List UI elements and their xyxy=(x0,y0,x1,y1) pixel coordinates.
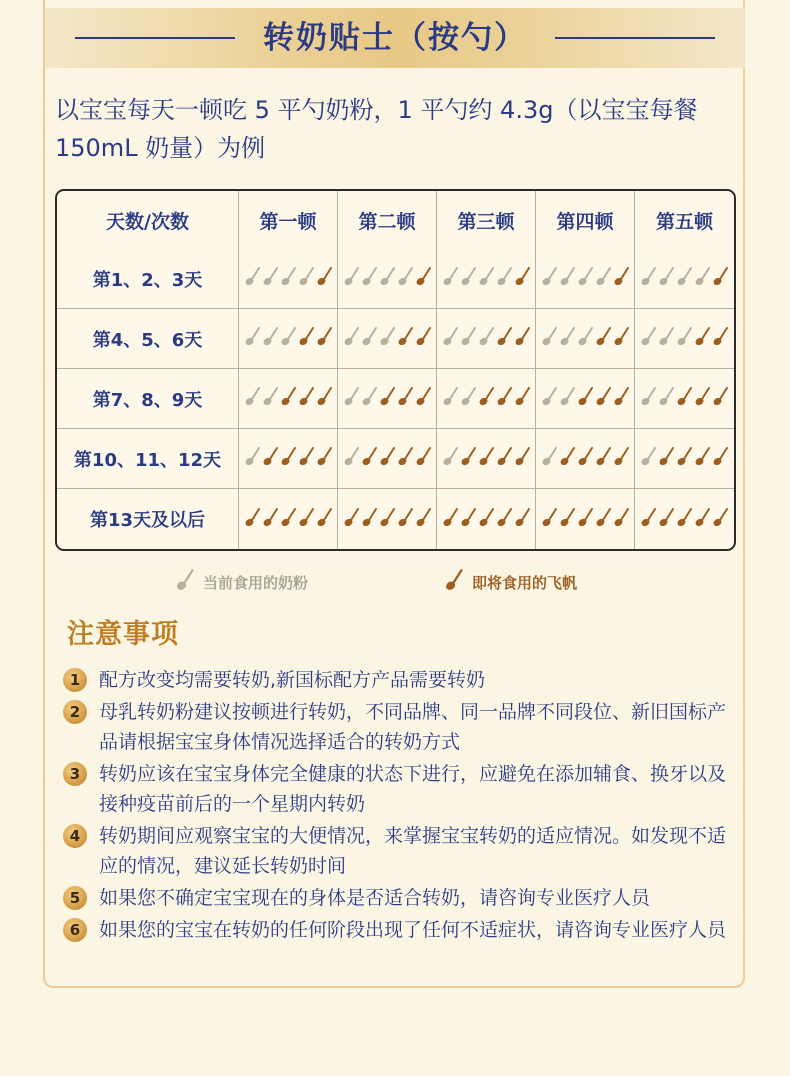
current-milk-spoon-icon xyxy=(397,266,414,287)
row-day-label: 第1、2、3天 xyxy=(57,249,239,309)
new-milk-spoon-icon xyxy=(280,386,297,407)
new-milk-spoon-icon xyxy=(298,326,315,347)
current-milk-spoon-icon xyxy=(442,266,459,287)
meal-cell xyxy=(437,249,536,309)
current-milk-spoon-icon xyxy=(379,266,396,287)
new-milk-spoon-icon xyxy=(397,507,414,528)
new-milk-spoon-icon xyxy=(676,386,693,407)
current-milk-spoon-icon xyxy=(541,386,558,407)
spoon-group xyxy=(244,386,333,407)
spoon-group xyxy=(541,266,630,287)
new-milk-spoon-icon xyxy=(694,386,711,407)
spoon-group xyxy=(244,446,333,467)
new-milk-spoon-icon xyxy=(514,386,531,407)
legend-current xyxy=(175,568,308,596)
note-item xyxy=(63,883,733,913)
current-milk-spoon-icon xyxy=(244,446,261,467)
new-milk-spoon-icon xyxy=(316,266,333,287)
note-item xyxy=(63,915,733,945)
new-milk-spoon-icon xyxy=(613,266,630,287)
new-milk-spoon-icon xyxy=(712,266,729,287)
spoon-group xyxy=(640,507,729,528)
current-milk-spoon-icon xyxy=(262,266,279,287)
transition-table xyxy=(55,189,736,551)
meal-cell xyxy=(338,429,437,489)
current-milk-spoon-icon xyxy=(244,386,261,407)
new-milk-spoon-icon xyxy=(496,386,513,407)
new-milk-spoon-icon xyxy=(514,507,531,528)
new-milk-spoon-icon xyxy=(694,326,711,347)
spoon-group xyxy=(640,386,729,407)
meal-cell xyxy=(536,249,635,309)
spoon-group xyxy=(442,446,531,467)
table-row xyxy=(57,249,734,309)
spoon-group xyxy=(244,326,333,347)
spoon-group xyxy=(442,386,531,407)
meal-cell xyxy=(338,489,437,549)
spoon-group xyxy=(541,386,630,407)
current-milk-spoon-icon xyxy=(262,386,279,407)
current-milk-spoon-icon xyxy=(595,266,612,287)
current-milk-spoon-icon xyxy=(559,266,576,287)
spoon-group xyxy=(244,507,333,528)
spoon-group xyxy=(640,266,729,287)
row-day-label: 第4、5、6天 xyxy=(57,309,239,369)
table-row xyxy=(57,309,734,369)
current-milk-spoon-icon xyxy=(343,266,360,287)
new-milk-spoon-icon xyxy=(496,507,513,528)
header-meal-5: 第五顿 xyxy=(655,210,713,233)
new-milk-spoon-icon xyxy=(514,326,531,347)
note-item xyxy=(63,759,733,819)
spoon-group xyxy=(541,326,630,347)
current-milk-spoon-icon xyxy=(694,266,711,287)
note-number-badge: 6 xyxy=(63,918,87,942)
spoon-group xyxy=(343,266,432,287)
meal-cell xyxy=(239,369,338,429)
header-meal-2: 第二顿 xyxy=(338,191,437,249)
new-milk-spoon-icon xyxy=(478,386,495,407)
current-milk-spoon-icon xyxy=(559,326,576,347)
new-milk-spoon-icon xyxy=(316,507,333,528)
new-milk-spoon-icon xyxy=(478,446,495,467)
current-milk-spoon-icon xyxy=(244,326,261,347)
new-milk-spoon-icon xyxy=(514,446,531,467)
spoon-group xyxy=(541,507,630,528)
note-text: 母乳转奶粉建议按顿进行转奶，不同品牌、同一品牌不同段位、新旧国标产品请根据宝宝身体情况选择适合的转奶方式 xyxy=(99,701,727,753)
new-milk-spoon-icon xyxy=(316,446,333,467)
current-milk-spoon-icon xyxy=(676,266,693,287)
new-milk-spoon-icon xyxy=(460,507,477,528)
note-item xyxy=(63,821,733,881)
notes-title: 注意事项 xyxy=(67,619,179,650)
new-milk-spoon-icon xyxy=(361,507,378,528)
meal-cell xyxy=(536,309,635,369)
meal-cell xyxy=(635,429,734,489)
new-milk-spoon-icon xyxy=(460,446,477,467)
new-milk-spoon-icon xyxy=(397,386,414,407)
new-milk-spoon-icon xyxy=(577,446,594,467)
current-milk-spoon-icon xyxy=(541,446,558,467)
new-milk-spoon-icon xyxy=(712,446,729,467)
current-milk-spoon-icon xyxy=(478,266,495,287)
new-milk-spoon-icon xyxy=(658,446,675,467)
current-milk-spoon-icon xyxy=(559,386,576,407)
current-milk-spoon-icon xyxy=(343,446,360,467)
new-milk-spoon-icon xyxy=(415,386,432,407)
new-milk-spoon-icon xyxy=(361,446,378,467)
meal-cell xyxy=(338,369,437,429)
current-milk-spoon-icon xyxy=(640,386,657,407)
new-milk-spoon-icon xyxy=(712,507,729,528)
note-number-badge: 5 xyxy=(63,886,87,910)
new-milk-spoon-icon xyxy=(298,507,315,528)
meal-cell xyxy=(437,369,536,429)
new-milk-spoon-icon xyxy=(595,326,612,347)
current-milk-spoon-icon xyxy=(442,446,459,467)
new-milk-spoon-icon xyxy=(595,446,612,467)
header-meal-3: 第三顿 xyxy=(437,191,536,249)
new-milk-spoon-icon xyxy=(244,507,261,528)
new-milk-spoon-icon xyxy=(595,386,612,407)
new-milk-spoon-icon xyxy=(613,326,630,347)
meal-cell xyxy=(536,369,635,429)
new-milk-spoon-icon xyxy=(694,507,711,528)
current-milk-spoon-icon xyxy=(496,266,513,287)
note-text: 配方改变均需要转奶,新国标配方产品需要转奶 xyxy=(99,669,486,691)
legend-current-spoon-icon xyxy=(175,568,195,596)
new-milk-spoon-icon xyxy=(415,446,432,467)
new-milk-spoon-icon xyxy=(577,386,594,407)
legend-current-label: 当前食用的奶粉 xyxy=(203,573,309,592)
current-milk-spoon-icon xyxy=(442,386,459,407)
new-milk-spoon-icon xyxy=(379,386,396,407)
current-milk-spoon-icon xyxy=(640,326,657,347)
row-day-label: 第7、8、9天 xyxy=(57,369,239,429)
note-text: 如果您不确定宝宝现在的身体是否适合转奶，请咨询专业医疗人员 xyxy=(99,887,651,909)
current-milk-spoon-icon xyxy=(361,386,378,407)
new-milk-spoon-icon xyxy=(694,446,711,467)
header-days: 天数/次数 xyxy=(57,191,239,249)
new-milk-spoon-icon xyxy=(640,507,657,528)
new-milk-spoon-icon xyxy=(478,507,495,528)
notes-list xyxy=(63,665,733,947)
legend-new xyxy=(444,568,577,596)
current-milk-spoon-icon xyxy=(298,266,315,287)
note-text: 转奶期间应观察宝宝的大便情况，来掌握宝宝转奶的适应情况。如发现不适应的情况，建议延长转奶时间 xyxy=(99,825,727,877)
spoon-group xyxy=(541,446,630,467)
note-item xyxy=(63,697,733,757)
current-milk-spoon-icon xyxy=(478,326,495,347)
new-milk-spoon-icon xyxy=(559,507,576,528)
current-milk-spoon-icon xyxy=(460,386,477,407)
new-milk-spoon-icon xyxy=(712,386,729,407)
meal-cell xyxy=(635,369,734,429)
current-milk-spoon-icon xyxy=(658,266,675,287)
current-milk-spoon-icon xyxy=(361,266,378,287)
new-milk-spoon-icon xyxy=(496,446,513,467)
meal-cell xyxy=(239,309,338,369)
meal-cell xyxy=(338,249,437,309)
current-milk-spoon-icon xyxy=(541,326,558,347)
current-milk-spoon-icon xyxy=(280,326,297,347)
note-number-badge: 4 xyxy=(63,824,87,848)
new-milk-spoon-icon xyxy=(595,507,612,528)
new-milk-spoon-icon xyxy=(262,507,279,528)
meal-cell xyxy=(239,429,338,489)
meal-cell xyxy=(437,309,536,369)
table-row xyxy=(57,489,734,549)
new-milk-spoon-icon xyxy=(397,446,414,467)
current-milk-spoon-icon xyxy=(343,326,360,347)
meal-cell xyxy=(437,489,536,549)
table-row xyxy=(57,429,734,489)
new-milk-spoon-icon xyxy=(316,326,333,347)
new-milk-spoon-icon xyxy=(514,266,531,287)
new-milk-spoon-icon xyxy=(379,446,396,467)
note-item xyxy=(63,665,733,695)
spoon-group xyxy=(442,507,531,528)
current-milk-spoon-icon xyxy=(262,326,279,347)
meal-cell xyxy=(239,489,338,549)
current-milk-spoon-icon xyxy=(640,446,657,467)
note-number-badge: 2 xyxy=(63,700,87,724)
note-text: 转奶应该在宝宝身体完全健康的状态下进行，应避免在添加辅食、换牙以及接种疫苗前后的一个星期内转奶 xyxy=(99,763,727,815)
meal-cell xyxy=(635,249,734,309)
current-milk-spoon-icon xyxy=(244,266,261,287)
note-number-badge: 3 xyxy=(63,762,87,786)
new-milk-spoon-icon xyxy=(298,386,315,407)
new-milk-spoon-icon xyxy=(415,266,432,287)
new-milk-spoon-icon xyxy=(676,507,693,528)
new-milk-spoon-icon xyxy=(442,507,459,528)
spoon-group xyxy=(442,266,531,287)
current-milk-spoon-icon xyxy=(343,386,360,407)
legend-new-label: 即将食用的飞帆 xyxy=(472,573,578,592)
current-milk-spoon-icon xyxy=(640,266,657,287)
new-milk-spoon-icon xyxy=(343,507,360,528)
new-milk-spoon-icon xyxy=(676,446,693,467)
current-milk-spoon-icon xyxy=(280,266,297,287)
new-milk-spoon-icon xyxy=(577,507,594,528)
table-row xyxy=(57,369,734,429)
spoon-group xyxy=(640,446,729,467)
current-milk-spoon-icon xyxy=(577,266,594,287)
current-milk-spoon-icon xyxy=(460,266,477,287)
new-milk-spoon-icon xyxy=(298,446,315,467)
current-milk-spoon-icon xyxy=(541,266,558,287)
current-milk-spoon-icon xyxy=(577,326,594,347)
new-milk-spoon-icon xyxy=(613,386,630,407)
new-milk-spoon-icon xyxy=(712,326,729,347)
new-milk-spoon-icon xyxy=(280,507,297,528)
current-milk-spoon-icon xyxy=(460,326,477,347)
new-milk-spoon-icon xyxy=(496,326,513,347)
page-title: 转奶贴士（按勺） xyxy=(263,20,527,56)
meal-cell xyxy=(338,309,437,369)
meal-cell xyxy=(635,309,734,369)
current-milk-spoon-icon xyxy=(442,326,459,347)
meal-cell xyxy=(536,429,635,489)
new-milk-spoon-icon xyxy=(262,446,279,467)
current-milk-spoon-icon xyxy=(676,326,693,347)
new-milk-spoon-icon xyxy=(397,326,414,347)
new-milk-spoon-icon xyxy=(613,507,630,528)
meal-cell xyxy=(536,489,635,549)
new-milk-spoon-icon xyxy=(658,507,675,528)
spoon-group xyxy=(442,326,531,347)
new-milk-spoon-icon xyxy=(415,326,432,347)
new-milk-spoon-icon xyxy=(379,507,396,528)
current-milk-spoon-icon xyxy=(658,386,675,407)
legend-new-spoon-icon xyxy=(444,568,464,596)
meal-cell xyxy=(437,429,536,489)
table-header-row xyxy=(57,191,734,249)
meal-cell xyxy=(239,249,338,309)
note-number-badge: 1 xyxy=(63,668,87,692)
new-milk-spoon-icon xyxy=(613,446,630,467)
spoon-group xyxy=(343,507,432,528)
current-milk-spoon-icon xyxy=(658,326,675,347)
intro-text: 以宝宝每天一顿吃 5 平勺奶粉，1 平勺约 4.3g（以宝宝每餐 150mL 奶量）为例 xyxy=(55,96,698,162)
row-day-label: 第10、11、12天 xyxy=(57,429,239,489)
current-milk-spoon-icon xyxy=(361,326,378,347)
new-milk-spoon-icon xyxy=(559,446,576,467)
spoon-group xyxy=(343,386,432,407)
new-milk-spoon-icon xyxy=(280,446,297,467)
spoon-group xyxy=(640,326,729,347)
spoon-group xyxy=(343,446,432,467)
header-meal-4: 第四顿 xyxy=(536,191,635,249)
note-text: 如果您的宝宝在转奶的任何阶段出现了任何不适症状，请咨询专业医疗人员 xyxy=(99,919,727,941)
row-day-label: 第13天及以后 xyxy=(57,489,239,549)
current-milk-spoon-icon xyxy=(379,326,396,347)
header-meal-1: 第一顿 xyxy=(239,191,338,249)
new-milk-spoon-icon xyxy=(415,507,432,528)
spoon-group xyxy=(244,266,333,287)
new-milk-spoon-icon xyxy=(541,507,558,528)
meal-cell xyxy=(635,489,734,549)
new-milk-spoon-icon xyxy=(316,386,333,407)
spoon-group xyxy=(343,326,432,347)
